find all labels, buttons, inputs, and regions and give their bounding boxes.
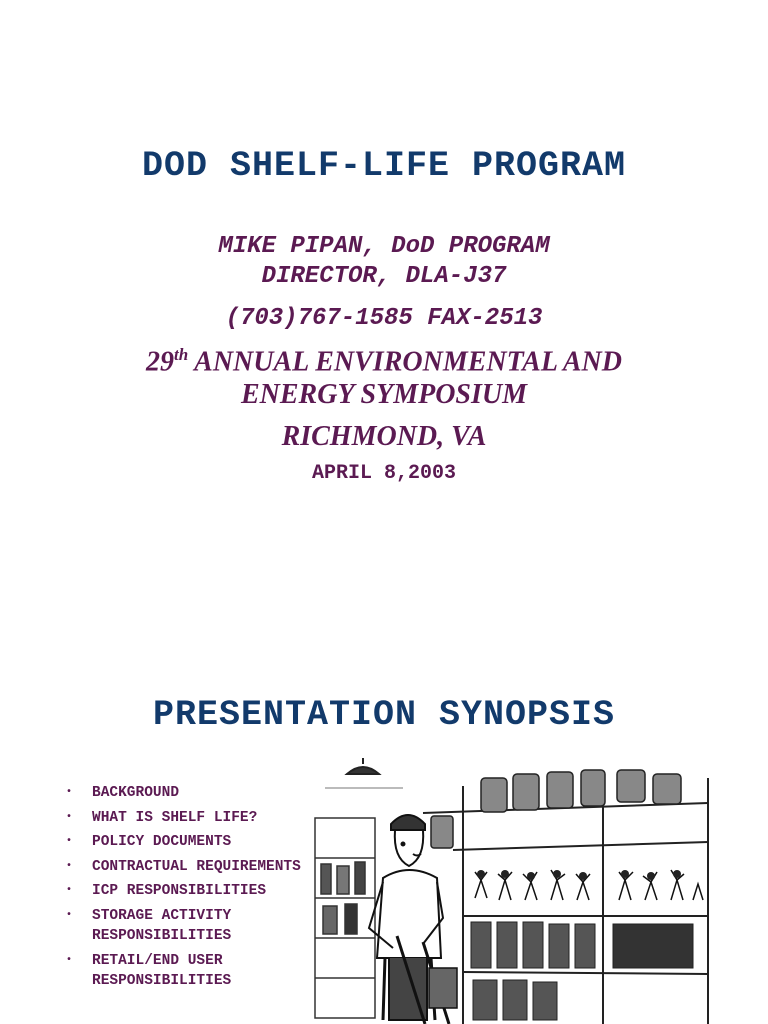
event-location: RICHMOND, VA — [281, 421, 487, 452]
list-item-text: BACKGROUND — [92, 785, 180, 801]
list-item-text: POLICY DOCUMENTS — [92, 834, 232, 850]
synopsis-slide — [0, 640, 768, 1024]
speaker-name: MIKE PIPAN, DoD PROGRAM — [218, 233, 550, 260]
list-item — [66, 783, 316, 804]
event-ordinal: 29 — [146, 346, 174, 378]
bullet-icon: • — [66, 787, 73, 798]
list-item-text: CONTRACTUAL REQUIREMENTS — [92, 858, 301, 875]
list-item — [66, 906, 316, 947]
list-item-text: STORAGE ACTIVITY RESPONSIBILITIES — [92, 907, 232, 944]
speaker-phone: (703)767-1585 FAX-2513 — [225, 305, 543, 332]
bullet-icon: • — [66, 885, 73, 896]
bullet-icon: • — [66, 811, 73, 823]
bullet-icon: • — [66, 836, 73, 847]
list-item — [66, 832, 316, 853]
slide-title: DOD SHELF-LIFE PROGRAM — [141, 146, 627, 186]
background-shelf-icon — [315, 818, 375, 1018]
list-item — [66, 808, 316, 829]
synopsis-list — [66, 783, 316, 996]
list-item — [66, 881, 316, 902]
list-item-text: ICP RESPONSIBILITIES — [92, 883, 267, 899]
ceiling-lamp-icon — [325, 758, 403, 788]
bullet-icon: • — [66, 954, 73, 966]
bullet-icon: • — [66, 860, 73, 872]
event-name-rest: ANNUAL ENVIRONMENTAL AND — [188, 346, 622, 378]
speaker-title: DIRECTOR, DLA-J37 — [261, 263, 507, 290]
event-ordinal-suffix: th — [174, 345, 189, 364]
event-name-line1 — [0, 345, 768, 378]
list-item-text: WHAT IS SHELF LIFE? — [92, 809, 258, 826]
bullet-icon: • — [66, 909, 73, 921]
event-date: APRIL 8,2003 — [311, 462, 457, 485]
list-item-text: RETAIL/END USER RESPONSIBILITIES — [92, 952, 232, 989]
slide-title: PRESENTATION SYNOPSIS — [152, 695, 616, 735]
warehouse-cartoon-illustration — [313, 758, 723, 1024]
list-item — [66, 857, 316, 878]
list-item — [66, 951, 316, 992]
shelving-unit-icon — [423, 770, 708, 1024]
event-name-line2: ENERGY SYMPOSIUM — [240, 379, 527, 410]
